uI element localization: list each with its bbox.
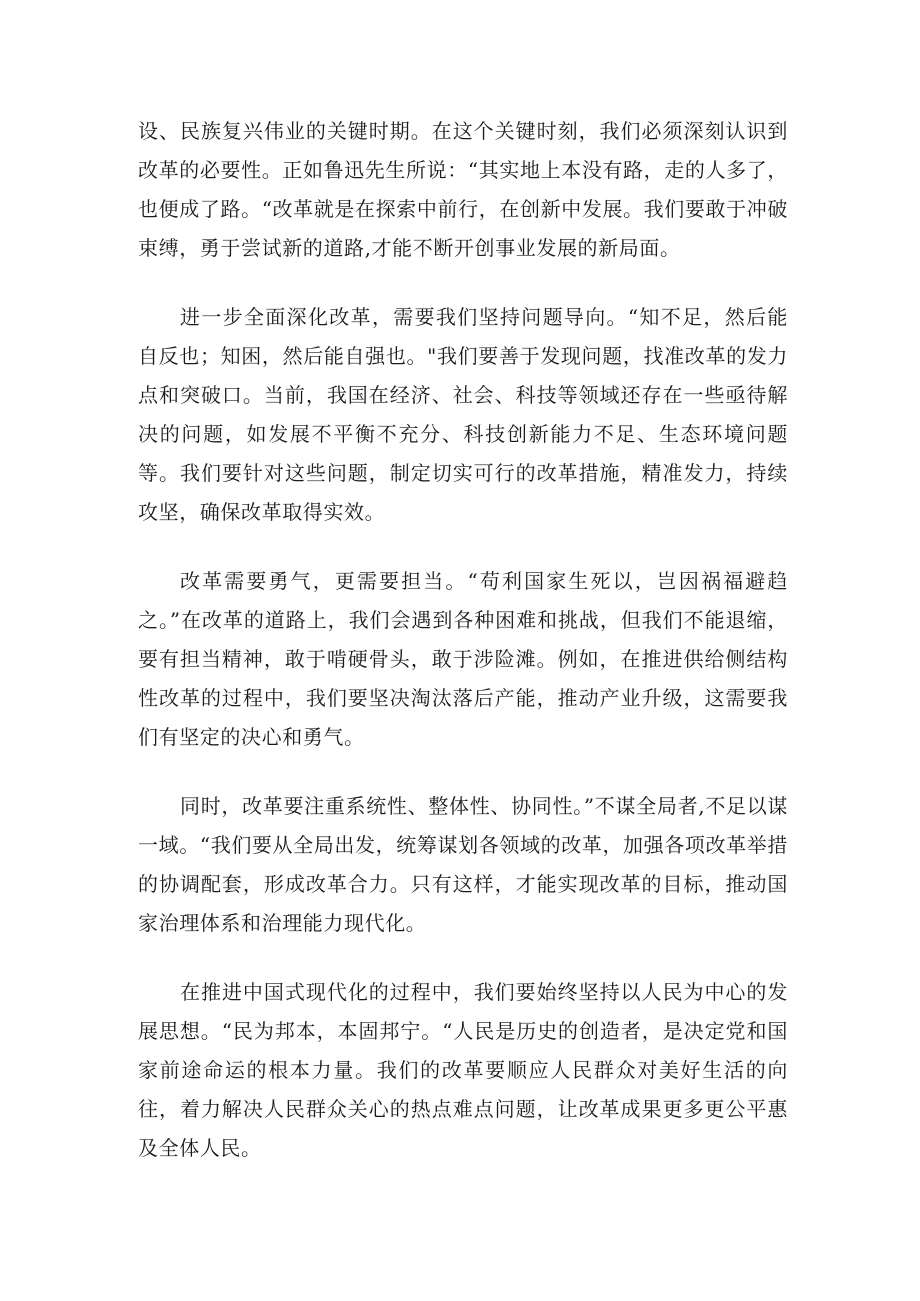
paragraph-4: 同时，改革要注重系统性、整体性、协同性。”不谋全局者,不足以谋一域。“我们要从全局出发，统筹谋划各领域的改革，加强各项改革举措的协调配套，形成改革合力。只有这样，才能实现改革的目标，推动国家治理体系和治理能力现代化。: [138, 794, 788, 935]
paragraph-2: 进一步全面深化改革，需要我们坚持问题导向。“知不足，然后能自反也；知困，然后能自强也。"我们要善于发现问题，找准改革的发力点和突破口。当前，我国在经济、社会、科技等领域还存在一些亟待解决的问题，如发展不平衡不充分、科技创新能力不足、生态环境问题等。我们要针对这些问题，制定切实可行的改革措施，精准发力，持续攻坚，确保改革取得实效。: [138, 305, 788, 524]
document-body: [138, 112, 788, 1198]
paragraph-5: 在推进中国式现代化的过程中，我们要始终坚持以人民为中心的发展思想。“民为邦本，本固邦宁。“人民是历史的创造者，是决定党和国家前途命运的根本力量。我们的改革要顺应人民群众对美好生活的向往，着力解决人民群众关心的热点难点问题，让改革成果更多更公平惠及全体人民。: [138, 980, 788, 1160]
paragraph-3: 改革需要勇气，更需要担当。“苟利国家生死以，岂因祸福避趋之。”在改革的道路上，我们会遇到各种困难和挑战，但我们不能退缩，要有担当精神，敢于啃硬骨头，敢于涉险滩。例如，在推进供给侧结构性改革的过程中，我们要坚决淘汰落后产能，推动产业升级，这需要我们有坚定的决心和勇气。: [138, 569, 788, 749]
paragraph-1: 设、民族复兴伟业的关键时期。在这个关键时刻，我们必须深刻认识到改革的必要性。正如鲁迅先生所说：“其实地上本没有路，走的人多了，也便成了路。“改革就是在探索中前行，在创新中发展。我们要敢于冲破束缚，勇于尝试新的道路,才能不断开创事业发展的新局面。: [138, 119, 788, 260]
